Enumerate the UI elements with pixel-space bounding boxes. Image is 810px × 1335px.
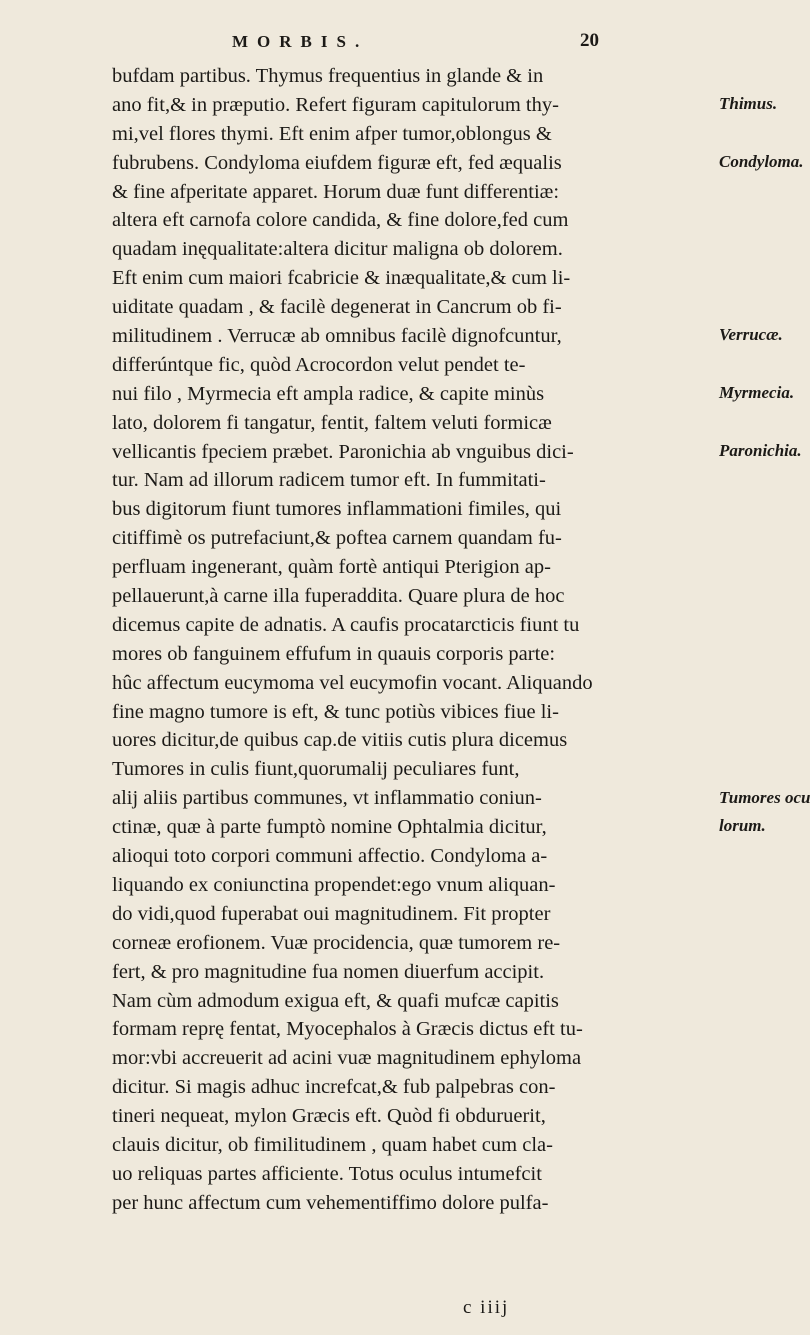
text-line: Eft enim cum maiori fcabricie & inæqualitate,& cum li- <box>112 267 571 290</box>
text-line: perfluam ingenerant, quàm fortè antiqui Pterigion ap- <box>112 556 551 579</box>
text-line: liquando ex coniunctina propendet:ego vnum aliquan- <box>112 873 556 896</box>
text-line: citiffimè os putrefaciunt,& poftea carnem quandam fu- <box>112 527 562 550</box>
text-line: hûc affectum eucymoma vel eucymofin vocant. Aliquando <box>112 671 593 694</box>
margin-note: Thimus. <box>719 93 778 113</box>
running-title: MORBIS. <box>232 32 369 51</box>
text-line: do vidi,quod fuperabat oui magnitudinem. Fit propter <box>112 902 551 925</box>
text-line: nui filo , Myrmecia eft ampla radice, & capite minùs <box>112 382 545 405</box>
text-line: fert, & pro magnitudine fua nomen diuerfum accipit. <box>112 960 545 983</box>
text-line: bus digitorum fiunt tumores inflammationi fimiles, qui <box>112 498 562 521</box>
text-line: militudinem . Verrucæ ab omnibus facilè dignofcuntur, <box>112 325 562 348</box>
text-line: Nam cùm admodum exigua eft, & quafi mufcæ capitis <box>112 989 559 1012</box>
text-line: Tumores in culis fiunt,quorumalij peculiares funt, <box>112 758 520 781</box>
page-number: 20 <box>580 30 599 51</box>
text-line: mor:vbi accreuerit ad acini vuæ magnitudinem ephyloma <box>112 1047 582 1070</box>
text-line: tur. Nam ad illorum radicem tumor eft. In fummitati- <box>112 469 546 492</box>
text-line: clauis dicitur, ob fimilitudinem , quam habet cum cla- <box>112 1133 553 1156</box>
text-line: dicitur. Si magis adhuc increfcat,& fub palpebras con- <box>112 1076 556 1099</box>
margin-note: Myrmecia. <box>719 382 795 402</box>
margin-note: Verrucæ. <box>719 325 783 345</box>
text-line: dicemus capite de adnatis. A caufis procatarcticis fiunt tu <box>112 613 580 636</box>
text-line: fine magno tumore is eft, & tunc potiùs vibices fiue li- <box>112 700 559 723</box>
text-line: ano fit,& in præputio. Refert figuram capitulorum thy- <box>112 93 559 116</box>
margin-note: Paronichia. <box>719 440 802 460</box>
text-line: uores dicitur,de quibus cap.de vitiis cutis plura dicemus <box>112 729 568 752</box>
text-line: uo reliquas partes afficiente. Totus oculus intumefcit <box>112 1162 542 1185</box>
margin-note: Condyloma. <box>719 151 804 171</box>
text-line: fubrubens. Condyloma eiufdem figuræ eft, fed æqualis <box>112 151 562 174</box>
text-line: altera eft carnofa colore candida, & fine dolore,fed cum <box>112 209 569 232</box>
text-line: quadam inęqualitate:altera dicitur maligna ob dolorem. <box>112 238 563 261</box>
text-line: per hunc affectum cum vehementiffimo dolore pulfa- <box>112 1191 549 1214</box>
margin-note: Tumores ocu <box>719 787 810 807</box>
body-text <box>112 62 712 1218</box>
text-line: ctinæ, quæ à parte fumptò nomine Ophtalmia dicitur, <box>112 816 547 839</box>
text-line: uiditate quadam , & facilè degenerat in Cancrum ob fi- <box>112 296 562 319</box>
text-line: lato, dolorem fi tangatur, fentit, faltem veluti formicæ <box>112 411 552 434</box>
text-line: & fine afperitate apparet. Horum duæ funt differentiæ: <box>112 180 560 203</box>
text-line: differúntque fic, quòd Acrocordon velut pendet te- <box>112 353 526 376</box>
text-line: tineri nequeat, mylon Græcis eft. Quòd fi obduruerit, <box>112 1105 546 1128</box>
margin-note: lorum. <box>719 816 766 836</box>
page-header <box>0 26 800 56</box>
text-line: vellicantis fpeciem præbet. Paronichia ab vnguibus dici- <box>112 440 574 463</box>
text-line: bufdam partibus. Thymus frequentius in glande & in <box>112 65 544 87</box>
text-line: mores ob fanguinem effufum in quauis corporis parte: <box>112 642 556 665</box>
text-line: alij aliis partibus communes, vt inflammatio coniun- <box>112 787 542 810</box>
text-line: corneæ erofionem. Vuæ procidencia, quæ tumorem re- <box>112 931 561 954</box>
text-line: pellauerunt,à carne illa fuperaddita. Quare plura de hoc <box>112 585 565 608</box>
text-line: mi,vel flores thymi. Eft enim afper tumor,oblongus & <box>112 122 552 145</box>
signature-mark: c iiij <box>463 1297 510 1318</box>
text-line: formam reprę fentat, Myocephalos à Græcis dictus eft tu- <box>112 1018 583 1041</box>
text-line: alioqui toto corpori communi affectio. Condyloma a- <box>112 845 548 868</box>
